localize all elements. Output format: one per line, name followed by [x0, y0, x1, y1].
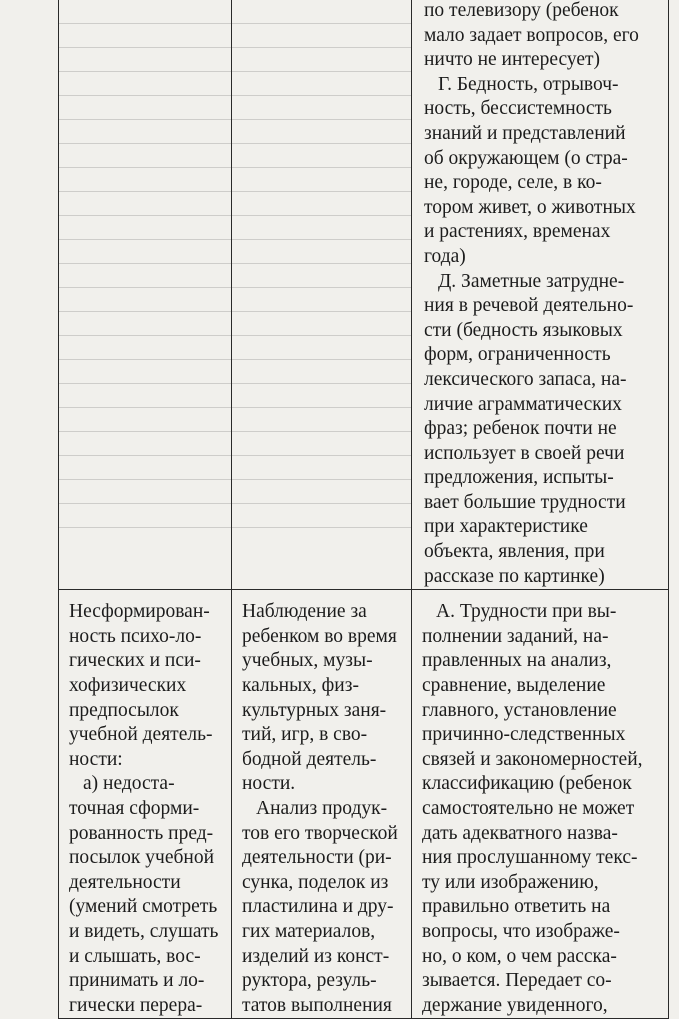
table-cell-r1-c2	[232, 0, 412, 590]
methods-table	[58, 0, 669, 1019]
text-line: мало задает вопросов, его	[424, 24, 639, 46]
text-line: точная сформи-	[69, 798, 200, 819]
table-row	[59, 0, 669, 590]
text-line: ту или изображению,	[422, 871, 599, 893]
text-line: руктора, резуль-	[242, 970, 377, 992]
text-line: ничто не интересует)	[424, 49, 601, 71]
table-cell-r1-c1	[59, 0, 232, 590]
text-line: ния прослушанному текс-	[422, 847, 638, 869]
table-row	[59, 590, 669, 1019]
text-line: лексического запаса, на-	[424, 368, 627, 390]
text-line: Анализ продук-	[256, 798, 388, 819]
text-line: Наблюдение за	[242, 601, 367, 623]
text-line: гих материалов,	[242, 920, 376, 942]
text-line: фраз; ребенок почти не	[424, 418, 617, 440]
text-line: при характеристике	[424, 516, 588, 538]
table-cell-r1-c3	[412, 0, 669, 590]
text-line: изделий из конст-	[242, 945, 390, 967]
text-line: сравнение, выделение	[422, 675, 606, 697]
text-line: вопросы, что изображе-	[422, 920, 620, 942]
text-line: использует в своей речи	[424, 442, 625, 464]
table-cell-r2-c2	[232, 590, 412, 1019]
text-line: и видеть, слушать	[69, 920, 219, 942]
text-line: татов выполнения	[242, 994, 392, 1016]
text-line: главного, установление	[422, 699, 617, 721]
text-line: и растениях, временах	[424, 221, 611, 243]
text-line: сунка, поделок из	[242, 871, 389, 893]
text-line: Д. Заметные затрудне-	[438, 270, 625, 292]
text-line: и слышать, вос-	[69, 945, 201, 967]
text-line: вает большие трудности	[424, 491, 626, 513]
text-line: предпосылок	[69, 699, 179, 721]
text-line: гических и пси-	[69, 650, 201, 672]
text-line: (умений смотреть	[69, 896, 218, 918]
text-line: об окружающем (о стра-	[424, 147, 628, 169]
text-line: тий, игр, в сво-	[242, 724, 368, 746]
text-line: зывается. Передает со-	[422, 970, 612, 992]
text-line: держание увиденного,	[422, 994, 608, 1016]
text-line: А. Трудности при вы-	[436, 601, 617, 623]
text-line: классификацию (ребенок	[422, 773, 632, 795]
text-line: предложения, испыты-	[424, 467, 614, 489]
text-line: тов его творческой	[242, 822, 398, 844]
text-line: принимать и ло-	[69, 970, 205, 992]
text-line: объекта, явления, при	[424, 541, 605, 563]
text-line: сти (бедность языковых	[424, 319, 623, 341]
text-line: полнении заданий, на-	[422, 625, 609, 647]
text-line: учебных, музы-	[242, 650, 373, 672]
text-line: ность, бессистемность	[424, 98, 612, 120]
text-line: дать адекватного назва-	[422, 822, 618, 844]
text-line: правильно ответить на	[422, 896, 611, 918]
text-line: хофизических	[69, 675, 187, 697]
text-line: культурных заня-	[242, 699, 387, 721]
text-line: ния в речевой деятельно-	[424, 295, 634, 317]
text-line: гически перера-	[69, 994, 203, 1016]
table-cell-r2-c1	[59, 590, 232, 1019]
text-line: рованность пред-	[69, 822, 214, 844]
text-line: не, городе, селе, в ко-	[424, 172, 602, 194]
text-line: пластилина и дру-	[242, 896, 394, 918]
text-line: знаний и представлений	[424, 122, 626, 144]
text-line: ности.	[242, 773, 296, 795]
text-line: посылок учебной	[69, 847, 215, 869]
text-line: личие аграмматических	[424, 393, 622, 415]
text-line: а) недоста-	[83, 773, 175, 795]
text-line: ность психо-ло-	[69, 625, 202, 647]
text-line: причинно-следственных	[422, 724, 626, 746]
table-cell-r2-c3	[412, 590, 669, 1019]
text-line: деятельности	[69, 871, 181, 893]
text-line: бодной деятель-	[242, 748, 377, 770]
text-line: самостоятельно не может	[422, 798, 635, 819]
text-line: правленных на анализ,	[422, 650, 612, 672]
text-line: форм, ограниченность	[424, 344, 611, 366]
text-line: ности:	[69, 748, 123, 770]
text-line: связей и закономерностей,	[422, 748, 643, 770]
text-line: деятельности (ри-	[242, 847, 392, 869]
text-line: Несформирован-	[69, 601, 210, 623]
text-line: Г. Бедность, отрывоч-	[438, 73, 619, 95]
text-line: тором живет, о животных	[424, 196, 636, 218]
text-line: ребенком во время	[242, 625, 397, 647]
text-line: но, о ком, о чем расска-	[422, 945, 617, 967]
text-line: учебной деятель-	[69, 724, 213, 746]
text-line: по телевизору (ребенок	[424, 0, 619, 21]
text-line: кальных, физ-	[242, 675, 359, 697]
text-line: рассказе по картинке)	[424, 565, 605, 587]
text-line: года)	[424, 245, 466, 267]
